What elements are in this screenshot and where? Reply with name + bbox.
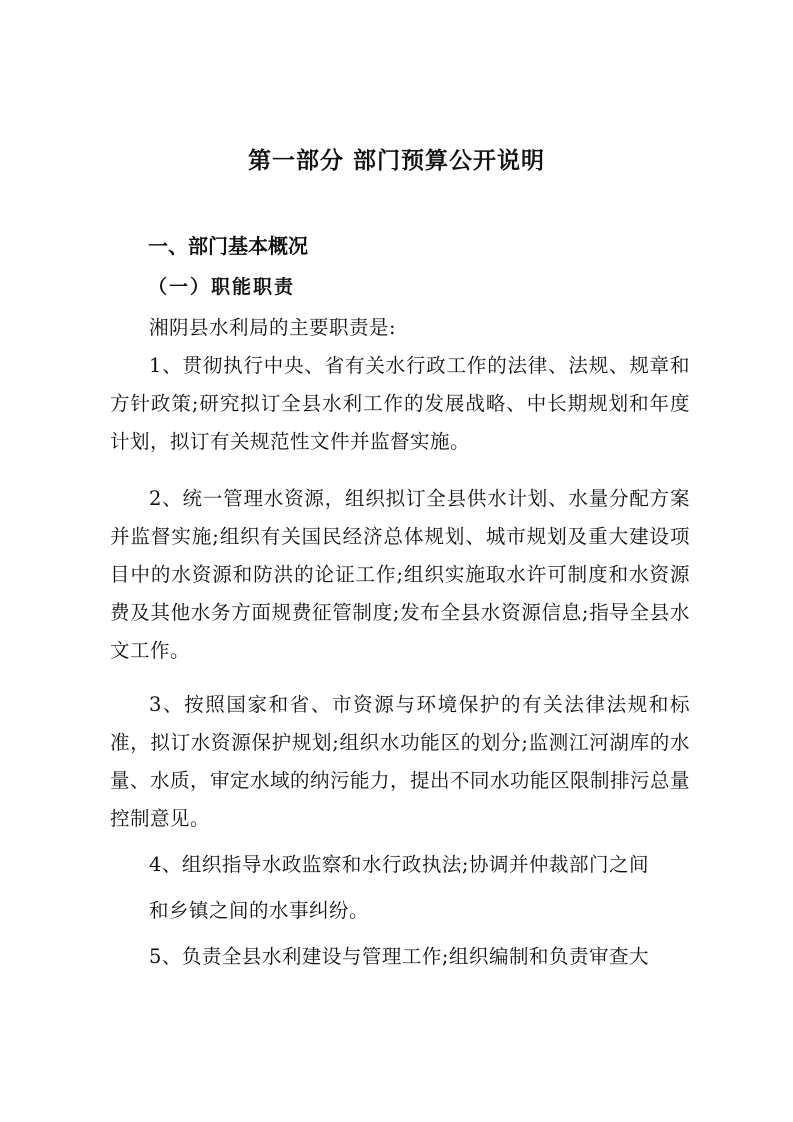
duty-item-4-continued: 和乡镇之间的水事纠纷。 bbox=[149, 899, 370, 922]
subsection-heading: （一）职能职责 bbox=[148, 276, 296, 298]
section-heading: 一、部门基本概况 bbox=[148, 234, 308, 258]
duty-item-5: 5、负责全县水利建设与管理工作;组织编制和负责审查大 bbox=[149, 945, 649, 968]
page-title: 第一部分 部门预算公开说明 bbox=[247, 147, 545, 174]
duty-item-4: 4、组织指导水政监察和水行政执法;协调并仲裁部门之间 bbox=[149, 853, 649, 876]
duty-item-3: 3、按照国家和省、市资源与环境保护的有关法律法规和标准，拟订水资源保护规划;组织水功能区的划分;监测江河湖库的水量、水质，审定水域的纳污能力，提出不同水功能区限制排污总量控制意见。 bbox=[110, 693, 691, 830]
duty-item-1: 1、贯彻执行中央、省有关水行政工作的法律、法规、规章和方针政策;研究拟订全县水利工作的发展战略、中长期规划和年度计划，拟订有关规范性文件并监督实施。 bbox=[110, 354, 690, 453]
intro-paragraph: 湘阴县水利局的主要职责是: bbox=[149, 316, 397, 339]
duty-item-2: 2、统一管理水资源，组织拟订全县供水计划、水量分配方案并监督实施;组织有关国民经济总体规划、城市规划及重大建设项目中的水资源和防洪的论证工作;组织实施取水许可制度和水资源费及其他水务方面规费征管制度;发布全县水资源信息;指导全县水文工作。 bbox=[110, 487, 690, 662]
